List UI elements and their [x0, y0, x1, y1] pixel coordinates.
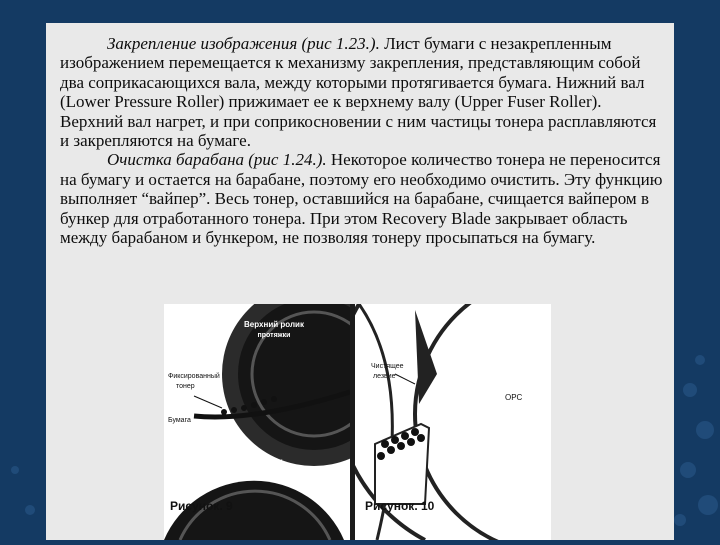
paragraph-cleaning-lead: Очистка барабана (рис 1.24.).	[107, 150, 327, 170]
figure-9-caption: Рисунок. 9	[170, 499, 233, 513]
figure-10-diagram	[355, 304, 551, 540]
blade-label-2: лезвие	[373, 373, 396, 380]
lower-roller-label-2: протяжки	[237, 469, 271, 476]
upper-roller-label: Верхний ролик	[244, 320, 304, 329]
fixed-toner-label: Фиксированный	[168, 373, 220, 380]
paragraph-fixing	[60, 34, 664, 150]
paragraph-cleaning-body: Некоторое количество тонера не переносится на бумагу и остается на барабане, поэтому его необходимо очистить. Эту функцию выполняет “вайпер”. Весь тонер, оставшийся на барабане, счищается вайпером в бункер для отработанного тонера. При этом Recovery Blade закрывает область между барабаном и бункером, не позволяя тонеру просыпаться на бумагу.	[60, 150, 663, 248]
figure-10-caption: Рисунок. 10	[365, 499, 435, 513]
figure-10	[355, 304, 551, 540]
paragraph-fixing-body: Лист бумаги с незакрепленным изображением перемещается к механизму закрепления, представляющим собой два соприкасающихся вала, между которыми протягивается бумага. Нижний вал (Lower Pressure Roller) прижимает ее к верхнему валу (Upper Fuser Roller). Верхний вал нагрет, и при соприкосновении с ним частицы тонера расплавляются и закрепляются на бумаге.	[60, 34, 657, 151]
fixed-toner-label-2: тонер	[176, 383, 195, 390]
blade-label: Чистящее	[371, 363, 404, 370]
opc-label: OPC	[505, 393, 523, 402]
lower-roller-label: Нижний ролик	[225, 457, 283, 466]
figure-9-diagram	[164, 304, 350, 540]
upper-roller-label-2: протяжки	[257, 332, 291, 339]
paper-label: Бумага	[168, 417, 191, 424]
opc-drum	[415, 304, 551, 540]
figure-9	[164, 304, 350, 540]
paragraph-cleaning	[60, 150, 664, 247]
article-text	[60, 34, 664, 247]
paragraph-fixing-lead: Закрепление изображения (рис 1.23.).	[107, 34, 380, 53]
